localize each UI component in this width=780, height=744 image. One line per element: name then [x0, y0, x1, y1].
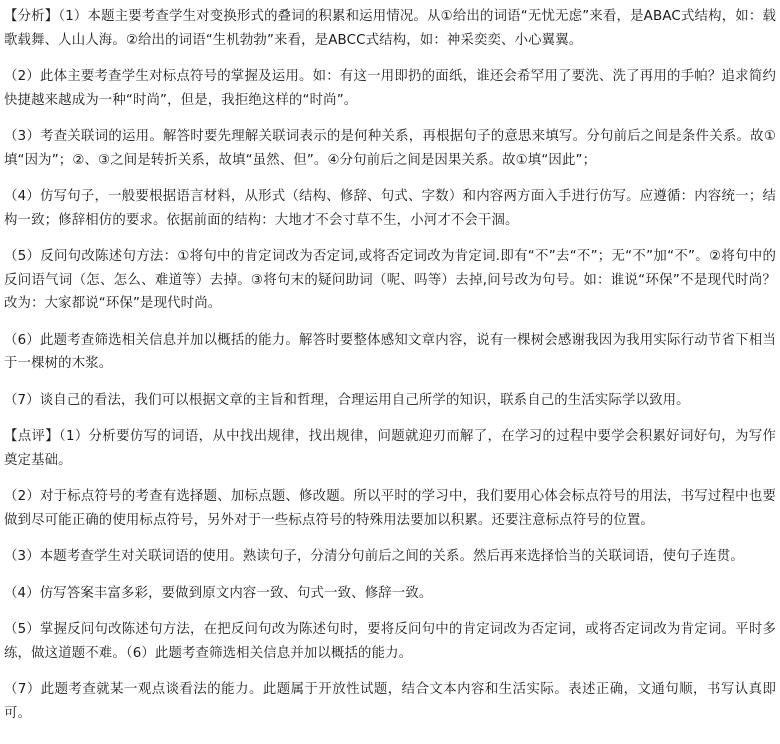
- analysis-item-4: （4）仿写句子，一般要根据语言材料，从形式（结构、修辞、句式、字数）和内容两方面入手进行仿写。应遵循：内容统一；结构一致；修辞相仿的要求。依据前面的结构：大地才不会寸草不生，小河才不会干涸。: [4, 189, 776, 228]
- commentary-item-2: （2）对于标点符号的考查有选择题、加标点题、修改题。所以平时的学习中，我们要用心体会标点符号的用法，书写过程中也要做到尽可能正确的使用标点符号，另外对于一些标点符号的特殊用法要加以积累。还要注意标点符号的位置。: [4, 489, 776, 528]
- commentary-item-1: 【点评】（1）分析要仿写的词语，从中找出规律，找出规律，问题就迎刃而解了，在学习的过程中要学会积累好词好句，为写作奠定基础。: [4, 429, 776, 468]
- analysis-item-3: （3）考查关联词的运用。解答时要先理解关联词表示的是何种关系，再根据句子的意思来填写。分句前后之间是条件关系。故①填“因为”；②、③之间是转折关系，故填“虽然、但”。④分句前后之间是因果关系。故①填“因此”；: [4, 129, 776, 168]
- analysis-item-1: 【分析】（1）本题主要考查学生对变换形式的叠词的积累和运用情况。从①给出的词语“无忧无虑”来看，是ABAC式结构，如：载歌载舞、人山人海。②给出的词语“生机勃勃”来看，是ABCC式结构，如：神采奕奕、小心翼翼。: [4, 9, 776, 48]
- analysis-item-2: （2）此体主要考查学生对标点符号的掌握及运用。如：有这一用即扔的面纸，谁还会希罕用了要洗、洗了再用的手帕？追求简约快捷越来越成为一种“时尚”，但是，我拒绝这样的“时尚”。: [4, 69, 776, 108]
- commentary-item-3: （3）本题考查学生对关联词语的使用。熟读句子，分清分句前后之间的关系。然后再来选择恰当的关联词语，使句子连贯。: [4, 549, 744, 564]
- commentary-item-4: （4）仿写答案丰富多彩，要做到原文内容一致、句式一致、修辞一致。: [4, 585, 433, 601]
- commentary-item-5-6: （5）掌握反问句改陈述句方法，在把反问句改为陈述句时，要将反问句中的肯定词改为否定词，或将否定词改为肯定词。平时多练，做这道题不难。（6）此题考查筛选相关信息并加以概括的能力。: [4, 622, 776, 661]
- analysis-item-6: （6）此题考查筛选相关信息并加以概括的能力。解答时要整体感知文章内容，说有一棵树会感谢我因为我用实际行动节省下相当于一棵树的木浆。: [4, 332, 776, 371]
- commentary-item-7: （7）此题考查就某一观点谈看法的能力。此题属于开放性试题，结合文本内容和生活实际。表述正确，文通句顺，书写认真即可。: [4, 682, 776, 721]
- analysis-item-7: （7）谈自己的看法，我们可以根据文章的主旨和哲理，合理运用自己所学的知识，联系自己的生活实际学以致用。: [4, 392, 690, 408]
- analysis-item-5: （5）反问句改陈述句方法：①将句中的肯定词改为否定词,或将否定词改为肯定词.即有“不”去“不”；无“不”加“不”。②将句中的反问语气词（怎、怎么、难道等）去掉。③将句末的疑问助词（呢、吗等）去掉,问号改为句号。如：谁说“环保”不是现代时尚？改为：大家都说“环保”是现代时尚。: [4, 249, 776, 311]
